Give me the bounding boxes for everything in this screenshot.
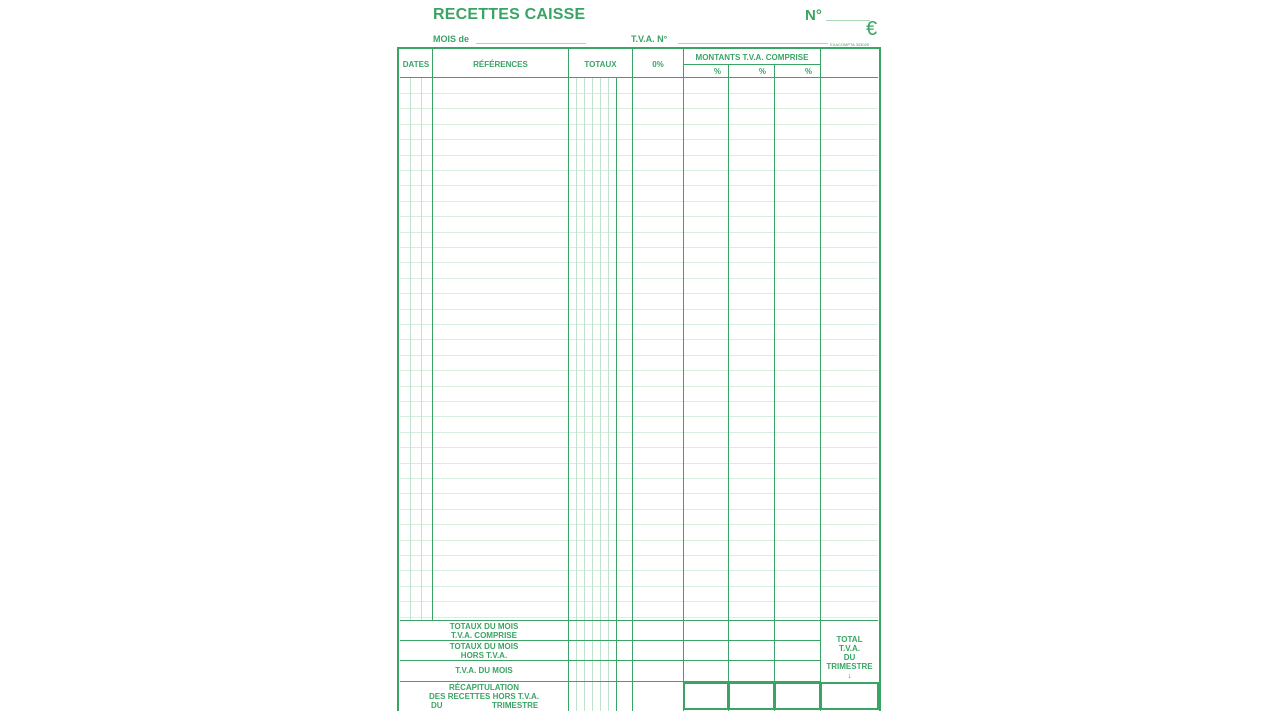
ledger-row-line [400, 124, 878, 125]
montants-divider [820, 49, 821, 711]
ledger-row-line [400, 601, 878, 602]
page-title: RECETTES CAISSE [433, 6, 586, 23]
ledger-row-line [400, 447, 878, 448]
totaux-subdivider [608, 78, 609, 711]
recap-box-rate1[interactable] [683, 682, 729, 710]
footer-totaux-ht: TOTAUX DU MOIS HORS T.V.A. [449, 642, 519, 660]
footer-rule-2 [400, 660, 820, 661]
ledger-row-line [400, 540, 878, 541]
rate-header-1: % [713, 67, 721, 76]
totaux-subdivider [584, 78, 585, 711]
ledger-row-line [400, 216, 878, 217]
column-header-totaux: TOTAUX [584, 60, 617, 69]
ledger-row-line [400, 401, 878, 402]
ledger-frame [397, 47, 881, 711]
ledger-row-line [400, 339, 878, 340]
recap-box-rate2[interactable] [728, 682, 775, 710]
ledger-row-line [400, 324, 878, 325]
vat-number-field[interactable] [678, 43, 828, 44]
footer-top-rule [400, 620, 878, 621]
column-header-dates: DATES [402, 60, 430, 69]
totaux-subdivider [592, 78, 593, 711]
ledger-row-line [400, 185, 878, 186]
ledger-row-line [400, 247, 878, 248]
zero-rate-divider [683, 49, 684, 711]
ledger-row-line [400, 293, 878, 294]
ledger-row-line [400, 432, 878, 433]
ledger-row-line [400, 386, 878, 387]
month-field[interactable] [476, 43, 586, 44]
ledger-row-line [400, 355, 878, 356]
totaux-cents-divider [616, 78, 617, 711]
footer-recap-line1: RÉCAPITULATION [448, 683, 520, 692]
totaux-divider [632, 49, 633, 711]
ledger-row-line [400, 478, 878, 479]
column-header-montants: MONTANTS T.V.A. COMPRISE [695, 53, 809, 62]
ledger-row-line [400, 170, 878, 171]
footer-tva-mois: T.V.A. DU MOIS [455, 666, 513, 675]
montants-subrule [683, 64, 820, 65]
number-label: N° [805, 7, 822, 24]
footer-totaux-ttc: TOTAUX DU MOIS T.V.A. COMPRISE [449, 622, 519, 640]
totaux-subdivider [576, 78, 577, 711]
ledger-row-line [400, 108, 878, 109]
ledger-row-line [400, 416, 878, 417]
ledger-row-line [400, 570, 878, 571]
rate-header-2: % [758, 67, 766, 76]
month-label: MOIS de [433, 34, 470, 44]
recap-box-rate3[interactable] [774, 682, 821, 710]
dates-subdivider [410, 78, 411, 620]
ledger-row-line [400, 278, 878, 279]
ledger-row-line [400, 555, 878, 556]
ledger-row-line [400, 586, 878, 587]
dates-divider [432, 49, 433, 620]
ledger-row-line [400, 509, 878, 510]
euro-icon: € [866, 18, 878, 40]
ledger-row-line [400, 232, 878, 233]
rate-header-3: % [804, 67, 812, 76]
references-divider [568, 49, 569, 711]
down-arrow-icon: ↓ [847, 671, 852, 680]
number-field[interactable] [826, 20, 870, 21]
footer-rule-1 [400, 640, 820, 641]
header-rule [400, 77, 878, 78]
column-header-references: RÉFÉRENCES [473, 60, 528, 69]
vat-number-label: T.V.A. N° [631, 34, 668, 44]
ledger-row-line [400, 524, 878, 525]
ledger-row-line [400, 93, 878, 94]
ledger-row-line [400, 262, 878, 263]
ledger-row-line [400, 309, 878, 310]
footer-total-tva-trimestre: TOTAL T.V.A. DU TRIMESTRE [826, 635, 873, 671]
ledger-row-line [400, 201, 878, 202]
ledger-row-line [400, 617, 878, 618]
footer-recap-trimestre: TRIMESTRE [492, 701, 539, 710]
ledger-row-line [400, 493, 878, 494]
ledger-row-line [400, 463, 878, 464]
product-code: EXACOMPTA 333025 [830, 42, 870, 47]
dates-subdivider [421, 78, 422, 620]
rate2-divider [774, 64, 775, 711]
ledger-row-line [400, 155, 878, 156]
column-header-zero-rate: 0% [652, 60, 664, 69]
footer-recap-du: DU [431, 701, 443, 710]
ledger-row-line [400, 370, 878, 371]
ledger-row-line [400, 139, 878, 140]
totaux-subdivider [600, 78, 601, 711]
rate1-divider [728, 64, 729, 711]
recap-box-total-tva[interactable] [820, 682, 879, 710]
footer-recap-line2: DES RECETTES HORS T.V.A. [429, 692, 539, 701]
